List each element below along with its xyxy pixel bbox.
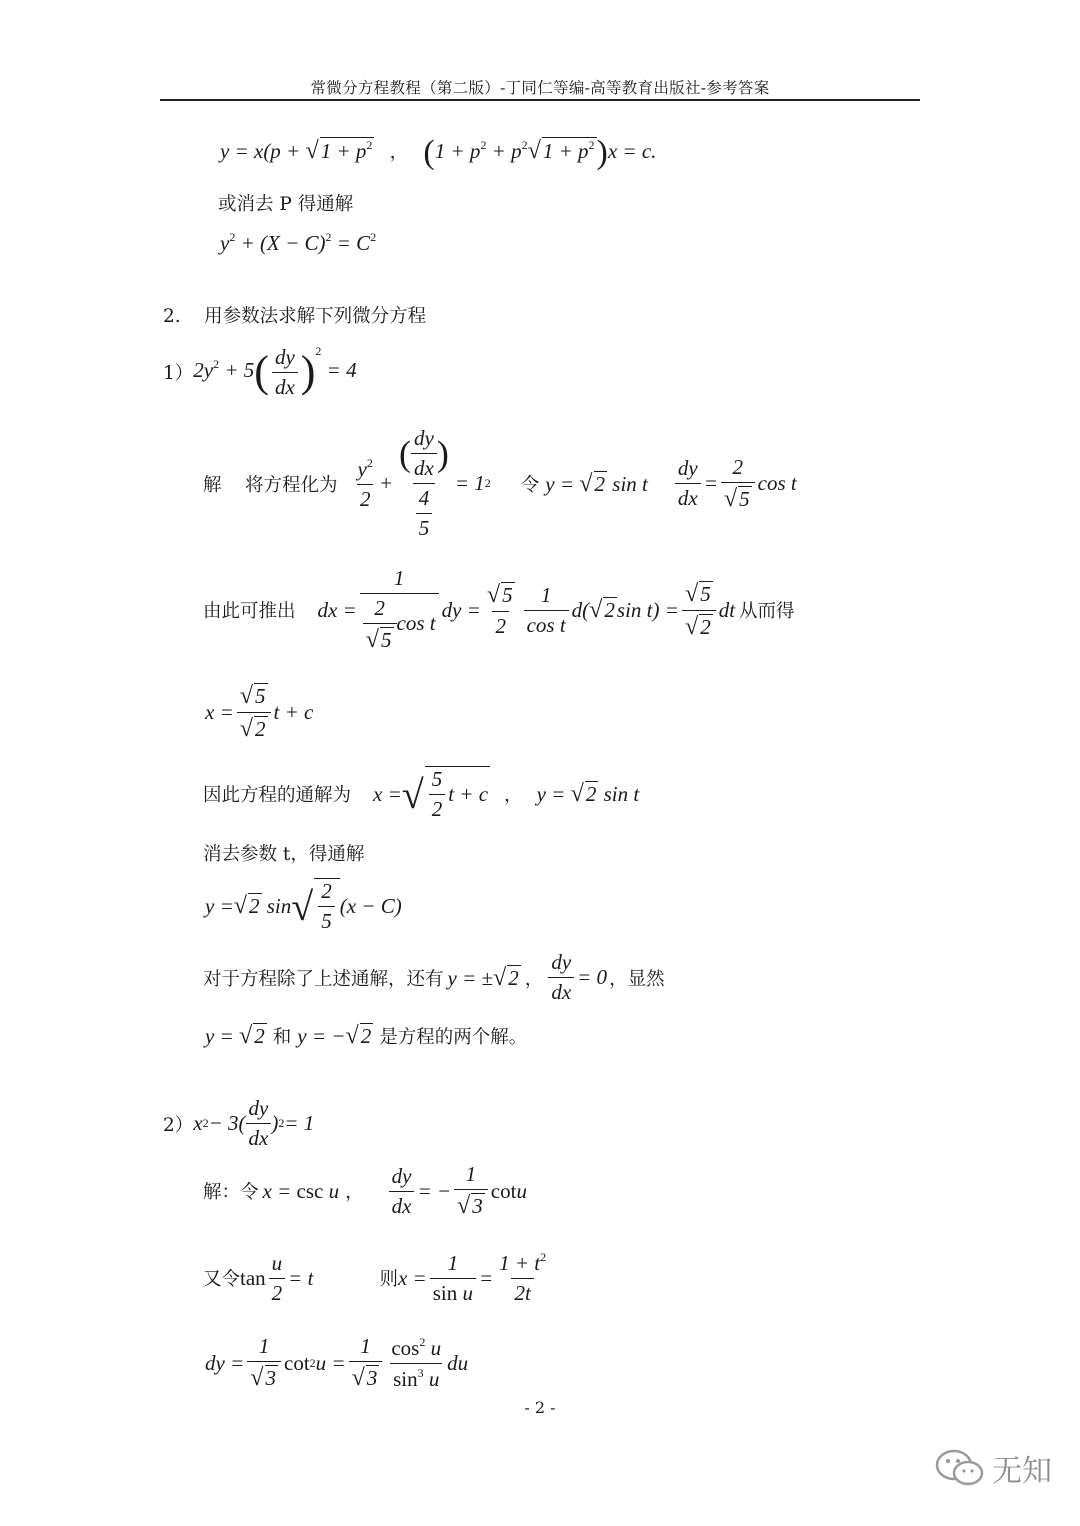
- substitution-tan: 又令 tan $\frac{u}{2}$ = t 则 x = $\frac{1}{\text{sin u}}$ = $\frac{1 + t^2}{2t}$: [203, 1250, 547, 1305]
- separator: ，: [389, 142, 409, 163]
- watermark: [934, 1446, 1052, 1490]
- watermark-text: 无知: [992, 1454, 1052, 1489]
- general-solution-parametric: 因此方程的通解为 x = √ $\frac{5}{2}$ t + c ， y = √2 sin t: [203, 767, 640, 821]
- text-eliminate-p: 或消去 P 得通解: [218, 194, 354, 215]
- also-let-text: 又令: [203, 1269, 241, 1290]
- obviously-text: ，显然: [609, 968, 665, 990]
- and-text: 和: [272, 1027, 292, 1048]
- question-2-title: 2. 用参数法求解下列微分方程: [163, 306, 427, 327]
- let-text: 令: [520, 474, 540, 496]
- wechat-icon: [934, 1448, 986, 1488]
- general-solution-text: 因此方程的通解为: [203, 785, 352, 806]
- header-rule: [160, 99, 920, 101]
- solution-2-label: 解：令: [203, 1182, 259, 1203]
- two-solutions-text: 是方程的两个解。: [379, 1027, 528, 1048]
- solution-2-substitution: 解：令 x = csc u ， $\frac{dy}{dx}$ = − $\frac{1}{√3}$ cot u: [203, 1162, 527, 1219]
- special-solutions-line: 对于方程除了上述通解，还有 y = ±√2 ， $\frac{dy}{dx}$ = 0 ，显然: [203, 950, 665, 1004]
- problem-2-label: 2）: [163, 1114, 194, 1136]
- solution-1-label: 解 将方程化为: [203, 474, 338, 496]
- problem-2: 2） x 2 − 3( $\frac{dy}{dx}$ ) 2 = 1: [163, 1096, 315, 1150]
- problem-1-label: 1）: [163, 362, 194, 384]
- derive-text: 由此可推出: [203, 601, 296, 622]
- equation-x-t: x = $\frac{√5}{√2}$ t + c: [205, 682, 314, 742]
- comma: ，: [504, 785, 523, 806]
- solution-1-transform: 解 将方程化为 $\frac{y^2}{2}$ + ( $\frac{dy}{dx}$ ) $\frac{4}{5}$ = 1 2 令 y = √2 sin t $\frac{dy}{dx}$ = $\frac{2}{√5}$ cos t: [203, 426, 797, 540]
- two-solutions-line: y = √2 和 y = −√2 是方程的两个解。: [205, 1022, 528, 1049]
- comma-3: ，: [345, 1182, 364, 1203]
- then-text: 则: [379, 1269, 398, 1290]
- special-solutions-text: 对于方程除了上述通解，还有: [203, 968, 444, 990]
- equation-circle-solution: $y^2 + (X - C)^2 = C^2$: [220, 230, 377, 255]
- equation-dy: dy = $\frac{1}{√3}$ cot 2 u = $\frac{1}{√3}$ $\frac{\cos^2 u}{\sin^3 u}$ du: [205, 1334, 469, 1391]
- problem-1: 1） $2y^2 + 5$( $\frac{dy}{dx}$ )$^2$ = 4: [163, 344, 357, 399]
- document-header: 常微分方程教程（第二版）-丁同仁等编-高等教育出版社-参考答案: [310, 79, 770, 97]
- thus-text: 从而得: [739, 601, 795, 622]
- equation-parametric-solution: $y = x(p + √1 + p^2$ ， $(1 + p^2 + p^2√1 + p^2)x = c$.: [220, 134, 657, 171]
- comma-2: ，: [524, 968, 544, 990]
- page-number: - 2 -: [524, 1398, 556, 1417]
- derivation-dx: 由此可推出 dx = 1 $\frac{2}{√5}$ cos t dy = $\frac{√5}{2}$ $\frac{1}{\text{cos t}}$ d( √ 2 sin t) = $\frac{√5}{√2}$ dt 从而得: [203, 566, 795, 653]
- text-eliminate-t: 消去参数 t，得通解: [203, 844, 365, 865]
- equation-general-solution: y = √ 2 sin √ $\frac{2}{5}$ (x − C): [205, 879, 402, 933]
